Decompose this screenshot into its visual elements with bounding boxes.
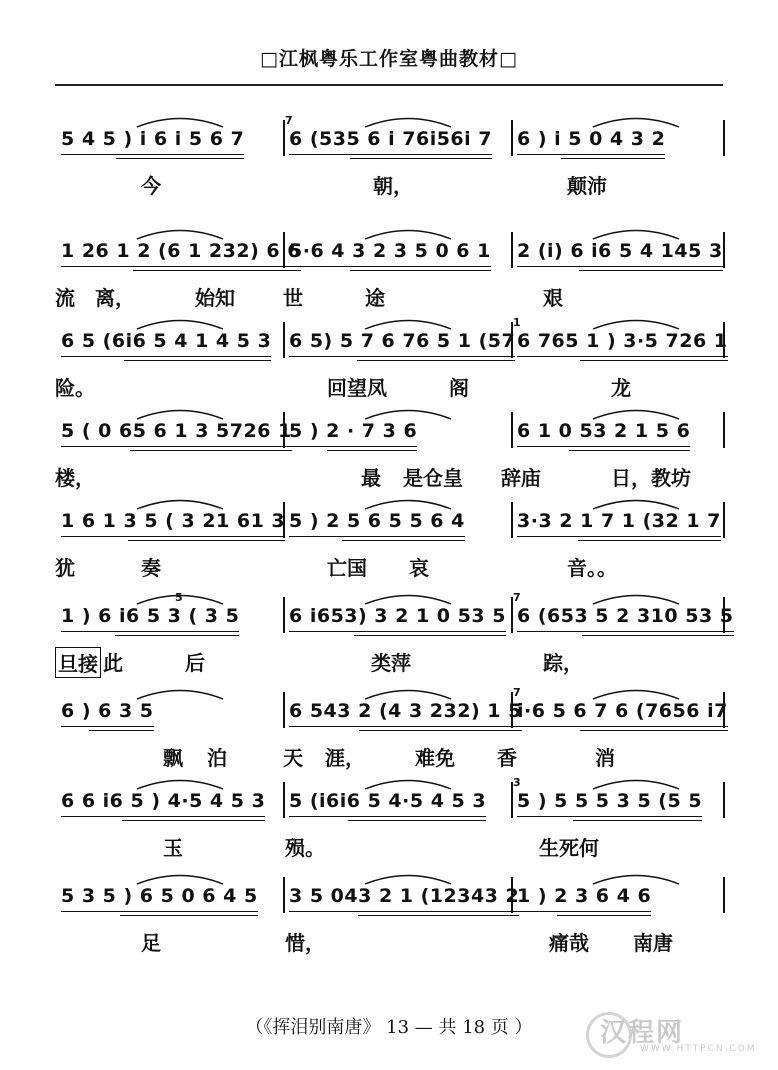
bar-line bbox=[283, 692, 285, 728]
lyric-text: 是仓皇 bbox=[403, 466, 463, 490]
bar-line bbox=[723, 692, 725, 728]
lyrics-line bbox=[55, 927, 723, 957]
notation-line bbox=[55, 114, 723, 160]
measure-notes: 6 (535 6 i 76i56i 7 bbox=[289, 128, 492, 150]
measure-notes: 6 543 2 (4 3 232) 1 5 bbox=[289, 700, 522, 722]
slur-mark bbox=[363, 776, 453, 790]
lyric-text: 楼， bbox=[55, 466, 95, 490]
lyric-text: 难免 bbox=[415, 746, 455, 770]
lyric-text: 类萍 bbox=[371, 651, 411, 675]
lyric-text: 哀 bbox=[409, 556, 429, 580]
slur-mark bbox=[135, 871, 225, 885]
lyric-text: 泊 bbox=[207, 746, 227, 770]
role-cue-label: 旦接 bbox=[55, 647, 101, 678]
notation-line bbox=[55, 420, 723, 452]
bar-line bbox=[511, 502, 513, 538]
measure-notes: 6 5) 5 7 6 76 5 1 (57 bbox=[289, 330, 515, 352]
bar-line bbox=[511, 782, 513, 818]
lyric-text: 离， bbox=[95, 286, 135, 310]
lyric-text: 奏 bbox=[141, 556, 161, 580]
bar-line bbox=[283, 782, 285, 818]
bar-line bbox=[283, 412, 285, 448]
slur-mark bbox=[363, 114, 453, 128]
bar-line bbox=[283, 232, 285, 268]
measure-notes: 6 765 1 ) 3·5 726 1 bbox=[517, 330, 728, 352]
slur-mark bbox=[135, 316, 225, 330]
measure-notes: 5·6 4 3 2 3 5 0 6 1 bbox=[289, 240, 491, 262]
measure-notes: 1 6 1 3 5 ( 3 21 61 3 bbox=[61, 510, 285, 532]
slur-mark bbox=[135, 591, 225, 605]
slur-mark bbox=[591, 686, 681, 700]
measure-notes: 3 5 043 2 1 (12343 2 bbox=[289, 885, 519, 907]
lyric-text: 最 bbox=[361, 466, 381, 490]
grace-note: 1 bbox=[513, 316, 521, 329]
lyric-text: 回望凤 bbox=[327, 376, 387, 400]
lyric-text: 涯， bbox=[325, 746, 365, 770]
lyrics-line bbox=[55, 742, 723, 772]
slur-mark bbox=[591, 316, 681, 330]
measure-notes: 6 ) i 5 0 4 3 2 bbox=[517, 128, 665, 150]
lyric-text: 今 bbox=[141, 174, 161, 198]
measure-notes: 6 i653) 3 2 1 0 53 5 bbox=[289, 605, 506, 627]
notation-line bbox=[55, 591, 734, 637]
slur-mark bbox=[135, 406, 225, 420]
measure-notes: 1 ) 2 3 6 4 6 bbox=[517, 885, 651, 907]
bar-line bbox=[511, 692, 513, 728]
measure-notes: 3·3 2 1 7 1 (32 1 7 bbox=[517, 510, 721, 532]
notation-line bbox=[55, 316, 728, 362]
lyric-text: 殒。 bbox=[285, 836, 325, 860]
measure-notes: i·6 5 6 7 6 (7656 i7 bbox=[517, 700, 728, 722]
slur-mark bbox=[135, 114, 225, 128]
page-header-title: □江枫粤乐工作室粤曲教材□ bbox=[260, 48, 518, 70]
measure-notes: 6 (653 5 2 310 53 5 bbox=[517, 605, 734, 627]
bar-line bbox=[511, 597, 513, 633]
lyric-text: 始知 bbox=[195, 286, 235, 310]
bar-line bbox=[723, 412, 725, 448]
bar-line bbox=[511, 877, 513, 913]
grace-note: 7 bbox=[513, 686, 521, 699]
notation-line bbox=[55, 686, 728, 732]
slur-mark bbox=[591, 114, 681, 128]
slur-mark bbox=[591, 591, 681, 605]
notation-line bbox=[55, 240, 723, 272]
lyric-text: 后 bbox=[185, 651, 205, 675]
lyrics-line bbox=[55, 170, 723, 200]
measure-notes: 5 ( 0 65 6 1 3 5726 1 bbox=[61, 420, 292, 442]
measure-notes: 6 ) 6 3 5 bbox=[61, 700, 154, 722]
lyric-text: 险。 bbox=[55, 376, 95, 400]
lyric-text: 香 bbox=[497, 746, 517, 770]
lyric-text: 途 bbox=[365, 286, 385, 310]
bar-line bbox=[511, 120, 513, 156]
bar-line bbox=[511, 412, 513, 448]
lyrics-line bbox=[55, 552, 723, 582]
lyric-text: 此 bbox=[103, 651, 123, 675]
bar-line bbox=[723, 502, 725, 538]
slur-mark bbox=[363, 591, 453, 605]
bar-line bbox=[283, 877, 285, 913]
bar-line bbox=[283, 597, 285, 633]
score-system bbox=[0, 591, 778, 700]
grace-note: 3 bbox=[513, 776, 521, 789]
measure-notes: 5 ) 2 · 7 3 6 bbox=[289, 420, 417, 442]
slur-mark bbox=[363, 686, 453, 700]
watermark-url: WWW.HTTPCN.COM bbox=[640, 1044, 757, 1054]
slur-mark bbox=[363, 496, 453, 510]
header-divider bbox=[55, 84, 723, 86]
slur-mark bbox=[135, 776, 225, 790]
measure-notes: 5 4 5 ) i 6 i 5 6 7 bbox=[61, 128, 244, 150]
measure-notes: 6 6 i6 5 ) 4·5 4 5 3 bbox=[61, 790, 265, 812]
bar-line bbox=[511, 232, 513, 268]
lyric-text: 朝， bbox=[373, 174, 413, 198]
lyric-text: 痛哉 bbox=[549, 931, 589, 955]
slur-mark bbox=[135, 686, 225, 700]
notation-line bbox=[55, 776, 723, 822]
lyrics-line bbox=[55, 832, 723, 862]
lyric-text: 飘 bbox=[163, 746, 183, 770]
bar-line bbox=[723, 782, 725, 818]
bar-line bbox=[723, 322, 725, 358]
lyric-text: 阁 bbox=[449, 376, 469, 400]
measure-notes: 6 1 0 53 2 1 5 6 bbox=[517, 420, 690, 442]
lyric-text: 辞庙 bbox=[501, 466, 541, 490]
lyric-text: 音。。 bbox=[567, 556, 617, 580]
grace-note: 7 bbox=[285, 114, 293, 127]
grace-note: 7 bbox=[513, 591, 521, 604]
bar-line bbox=[723, 120, 725, 156]
lyric-text: 颠沛 bbox=[567, 174, 607, 198]
slur-mark bbox=[363, 406, 453, 420]
score-system bbox=[0, 875, 778, 980]
slur-mark bbox=[363, 871, 453, 885]
bar-line bbox=[723, 597, 725, 633]
lyric-text: 足 bbox=[141, 931, 161, 955]
bar-line bbox=[511, 322, 513, 358]
bar-line bbox=[723, 877, 725, 913]
measure-notes: 1 26 1 2 (6 1 232) 6 6 bbox=[61, 240, 301, 262]
lyric-text: 龙 bbox=[611, 376, 631, 400]
lyrics-line bbox=[55, 462, 723, 492]
lyric-text: 艰 bbox=[543, 286, 563, 310]
lyric-text: 踪， bbox=[543, 651, 583, 675]
slur-mark bbox=[363, 316, 453, 330]
measure-notes: 1 ) 6 i6 5 3 ( 3 5 bbox=[61, 605, 239, 627]
bar-line bbox=[283, 322, 285, 358]
slur-mark bbox=[363, 226, 453, 240]
page-footer: （《挥泪别南唐》 13 — 共 18 页 ） bbox=[245, 1017, 533, 1038]
watermark-brand: 汉程网 bbox=[600, 1018, 685, 1048]
measure-notes: 6 5 (6i6 5 4 1 4 5 3 bbox=[61, 330, 271, 352]
bar-line bbox=[283, 120, 285, 156]
lyrics-line bbox=[55, 282, 723, 312]
measure-notes: 5 (i6i6 5 4·5 4 5 3 bbox=[289, 790, 486, 812]
lyric-text: 消 bbox=[595, 746, 615, 770]
measure-notes: 5 ) 5 5 5 3 5 (5 5 bbox=[517, 790, 702, 812]
score-system bbox=[0, 500, 778, 605]
lyrics-line bbox=[55, 647, 723, 677]
lyric-text: 南唐 bbox=[633, 931, 673, 955]
lyrics-line bbox=[55, 372, 723, 402]
lyric-text: 犹 bbox=[55, 556, 75, 580]
lyric-text: 生死何 bbox=[539, 836, 599, 860]
slur-mark bbox=[135, 496, 225, 510]
lyric-text: 日，教坊 bbox=[611, 466, 691, 490]
lyric-text: 世 bbox=[283, 286, 303, 310]
slur-mark bbox=[591, 496, 681, 510]
bar-line bbox=[723, 232, 725, 268]
lyric-text: 玉 bbox=[163, 836, 183, 860]
measure-notes: 5 3 5 ) 6 5 0 6 4 5 bbox=[61, 885, 258, 907]
grace-note: 5 bbox=[175, 591, 183, 604]
score-system bbox=[0, 114, 778, 223]
bar-line bbox=[283, 502, 285, 538]
slur-mark bbox=[591, 406, 681, 420]
slur-mark bbox=[591, 226, 681, 240]
measure-notes: 2 (i) 6 i6 5 4 145 3 bbox=[517, 240, 723, 262]
lyric-text: 惜， bbox=[285, 931, 325, 955]
score-system bbox=[0, 776, 778, 885]
notation-line bbox=[55, 510, 723, 542]
lyric-text: 流 bbox=[55, 286, 75, 310]
slur-mark bbox=[591, 776, 681, 790]
notation-line bbox=[55, 885, 723, 917]
lyric-text: 天 bbox=[283, 746, 303, 770]
lyric-text: 亡国 bbox=[327, 556, 367, 580]
slur-mark bbox=[591, 871, 681, 885]
measure-notes: 5 ) 2 5 6 5 5 6 4 bbox=[289, 510, 465, 532]
slur-mark bbox=[135, 226, 225, 240]
